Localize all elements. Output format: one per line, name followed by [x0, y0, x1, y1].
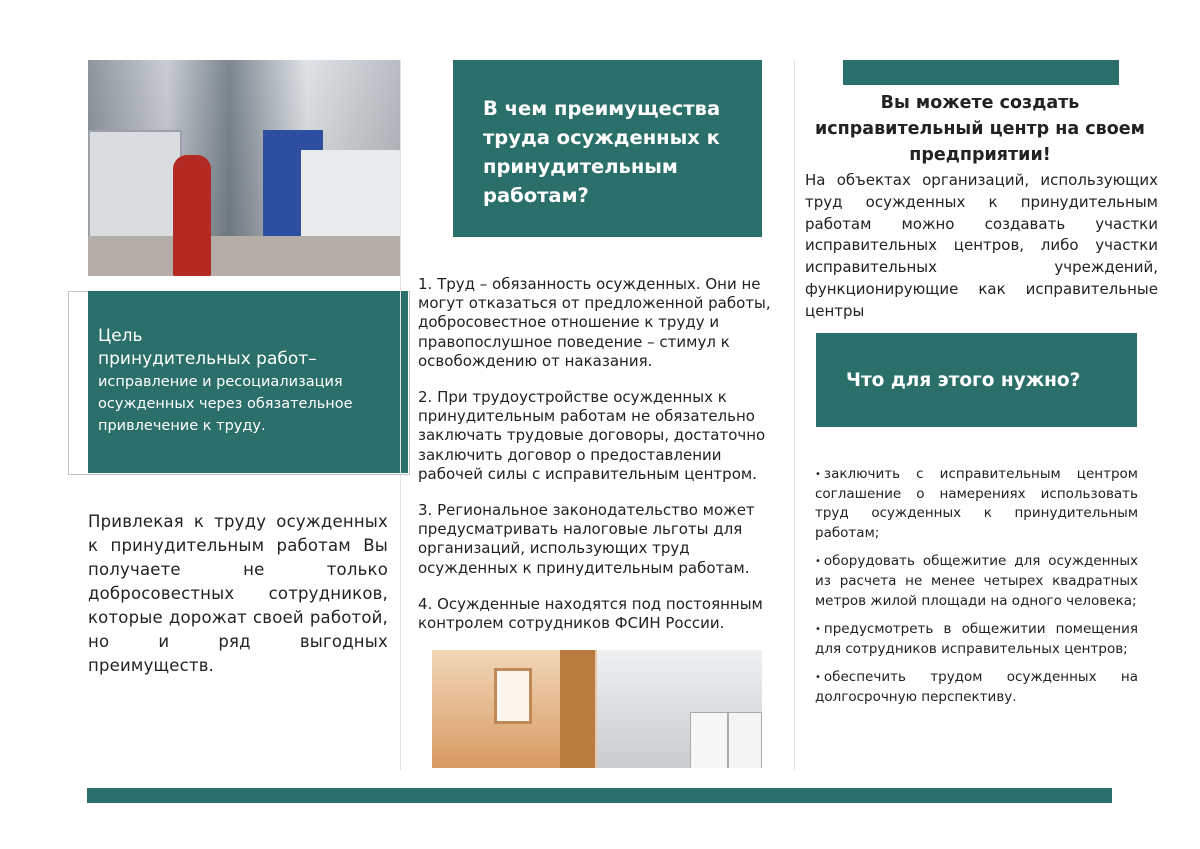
column-divider-2	[794, 60, 795, 770]
benefits-list	[418, 275, 783, 650]
right-heading: Вы можете создать исправительный центр на своем предприятии!	[815, 93, 1145, 165]
bottom-accent-bar	[87, 788, 1112, 803]
list-item: • заключить с исправительным центром соглашение о намерениях использовать труд осужденных к принудительным работам;	[815, 466, 1138, 542]
question-box	[453, 60, 762, 237]
bullet-icon: •	[815, 556, 821, 568]
list-item: • предусмотреть в общежитии помещения для сотрудников исправительных центров;	[815, 620, 1138, 657]
top-accent-bar	[843, 60, 1119, 85]
requirements-list	[815, 465, 1138, 716]
bullet-icon: •	[815, 671, 821, 683]
benefit-item: 4. Осужденные находятся под постоянным контролем сотрудников ФСИН России.	[418, 594, 763, 633]
bullet-icon: •	[815, 469, 821, 480]
list-item: • оборудовать общежитие для осужденных из расчета не менее четырех квадратных метров жилой площади на одного человека;	[815, 553, 1138, 609]
need-box	[816, 333, 1137, 427]
goal-text: исправление и ресоциализация осужденных через обязательное привлечение к труду.	[98, 374, 353, 434]
factory-photo	[88, 60, 401, 276]
right-paragraph: На объектах организаций, использующих труд осужденных к принудительным работам можно создавать участки исправительных центров, либо участки исправительных учреждений, функционирующие как исправительные центры	[805, 171, 1158, 320]
column-divider-1	[400, 60, 401, 770]
benefit-item: 2. При трудоустройстве осужденных к принудительным работам не обязательно заключать трудовые договоры, достаточно заключить договор о предоставлении рабочей силы с исправительным центром.	[418, 388, 766, 483]
dormitory-photo	[432, 650, 762, 768]
need-title: Что для этого нужно?	[846, 369, 1081, 391]
benefit-item: 3. Региональное законодательство может предусматривать налоговые льготы для организаций, использующих труд осужденных к принудительным работам.	[418, 501, 755, 577]
bullet-icon: •	[815, 623, 821, 635]
question-title: В чем преимущества труда осужденных к принудительным работам?	[483, 97, 721, 207]
list-item: • обеспечить трудом осужденных на долгосрочную перспективу.	[815, 668, 1138, 705]
intro-paragraph: Привлекая к труду осужденных к принудительным работам Вы получаете не только добросовестных сотрудников, которые дорожат своей работой, но и ряд выгодных преимуществ.	[88, 512, 388, 675]
goal-box	[88, 291, 408, 473]
goal-title: Цель принудительных работ–	[98, 326, 317, 369]
benefit-item: 1. Труд – обязанность осужденных. Они не могут отказаться от предложенной работы, добросовестное отношение к труду и правопослушное поведение – стимул к освобождению от наказания.	[418, 275, 771, 370]
